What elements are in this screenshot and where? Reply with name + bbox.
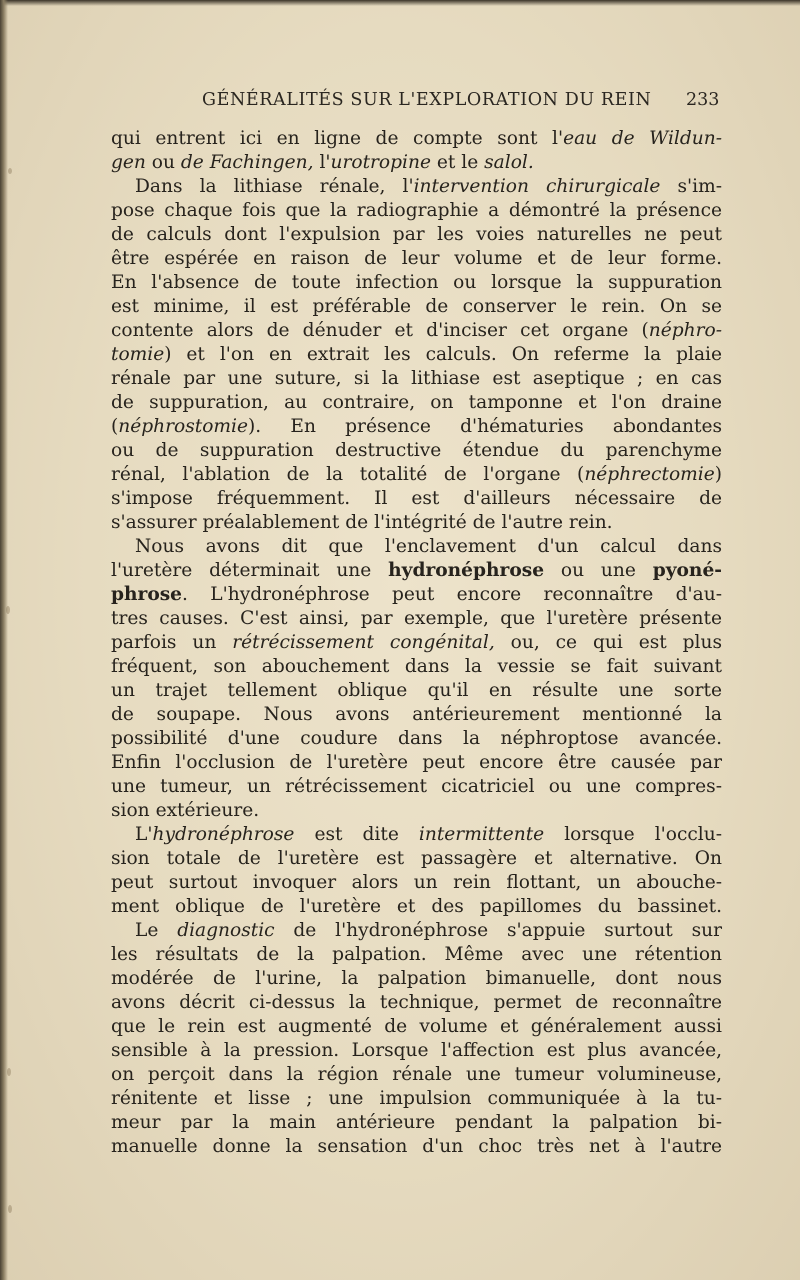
text-line (111, 415, 722, 439)
text-segment: peut surtout invoquer alors un rein flottant, un abouche- (111, 872, 722, 893)
text-segment: s'im- (660, 176, 722, 197)
paper-spot (8, 168, 12, 174)
italic-text: néphro- (648, 320, 722, 341)
text-line (111, 175, 722, 199)
text-segment: rénitente et lisse ; une impulsion communiquée à la tu- (111, 1088, 722, 1109)
text-line (111, 247, 722, 271)
italic-text: salol. (484, 152, 534, 173)
italic-text: eau de Wildun- (563, 128, 722, 149)
text-line (111, 463, 722, 487)
text-segment: les résultats de la palpation. Même avec une rétention (111, 944, 722, 965)
text-line (111, 367, 722, 391)
text-line (111, 775, 722, 799)
text-segment: et le (430, 152, 485, 173)
text-line (111, 895, 722, 919)
text-line (111, 1015, 722, 1039)
text-segment: s'assurer préalablement de l'intégrité de l'autre rein. (111, 512, 613, 533)
text-segment: rénale par une suture, si la lithiase est aseptique ; en cas (111, 368, 722, 389)
text-segment: ) (714, 464, 722, 485)
text-segment: qui entrent ici en ligne de compte sont l' (111, 128, 564, 149)
text-segment: avons décrit ci-dessus la technique, permet de reconnaître (111, 992, 722, 1013)
paper-spot (8, 1205, 12, 1213)
italic-text: intervention chirurgicale (413, 176, 661, 197)
text-line (111, 127, 722, 151)
text-line (111, 271, 722, 295)
text-segment: Dans la lithiase rénale, l' (135, 176, 414, 197)
text-line (111, 703, 722, 727)
text-segment: ou une (544, 560, 653, 581)
italic-text: de Fachingen, (180, 152, 314, 173)
text-line (111, 727, 722, 751)
text-segment: Enfin l'occlusion de l'uretère peut encore être causée par (111, 752, 722, 773)
text-line (111, 391, 722, 415)
text-line (111, 1039, 722, 1063)
italic-text: néphrostomie (118, 416, 248, 437)
text-line (111, 1063, 722, 1087)
bold-text: pyoné- (652, 560, 722, 581)
text-line (111, 943, 722, 967)
text-segment: ment oblique de l'uretère et des papillomes du bassinet. (111, 896, 722, 917)
text-segment: ou de suppuration destructive étendue du parenchyme (111, 440, 722, 461)
text-line (111, 343, 722, 367)
text-segment: tres causes. C'est ainsi, par exemple, que l'uretère présente (111, 608, 722, 629)
text-line (111, 1135, 722, 1159)
text-line (111, 799, 722, 823)
text-line (111, 223, 722, 247)
text-line (111, 607, 722, 631)
text-line (111, 631, 722, 655)
paper-spot (7, 1068, 11, 1076)
text-segment: s'impose fréquemment. Il est d'ailleurs nécessaire de (111, 488, 722, 509)
text-line (111, 439, 722, 463)
text-segment: manuelle donne la sensation d'un choc très net à l'autre (111, 1136, 722, 1157)
italic-text: intermittente (418, 824, 545, 845)
text-line (111, 319, 722, 343)
text-segment: sensible à la pression. Lorsque l'affection est plus avancée, (111, 1040, 722, 1061)
text-segment: on perçoit dans la région rénale une tumeur volumineuse, (111, 1064, 722, 1085)
text-segment: que le rein est augmenté de volume et généralement aussi (111, 1016, 722, 1037)
text-line (111, 583, 722, 607)
text-line (111, 823, 722, 847)
text-line (111, 151, 722, 175)
text-segment: fréquent, son abouchement dans la vessie se fait suivant (111, 656, 722, 677)
text-line (111, 871, 722, 895)
italic-text: néphrectomie (584, 464, 715, 485)
text-line (111, 1087, 722, 1111)
text-line (111, 919, 722, 943)
text-segment: ) et l'on en extrait les calculs. On referme la plaie (164, 344, 722, 365)
page-top-shadow (0, 0, 800, 6)
text-segment: l' (313, 152, 331, 173)
text-segment: un trajet tellement oblique qu'il en résulte une sorte (111, 680, 722, 701)
text-line (111, 511, 722, 535)
text-line (111, 847, 722, 871)
text-line (111, 655, 722, 679)
page-number: 233 (686, 90, 720, 110)
text-segment: l'uretère déterminait une (111, 560, 389, 581)
text-segment: ou, ce qui est plus (494, 632, 722, 653)
italic-text: gen (111, 152, 146, 173)
text-segment: de suppuration, au contraire, on tamponne et l'on draine (111, 392, 722, 413)
text-segment: sion totale de l'uretère est passagère et alternative. On (111, 848, 722, 869)
text-segment: est dite (294, 824, 419, 845)
text-segment: ( (111, 416, 119, 437)
text-segment: de soupape. Nous avons antérieurement mentionné la (111, 704, 722, 725)
text-line (111, 559, 722, 583)
text-segment: une tumeur, un rétrécissement cicatriciel ou une compres- (111, 776, 722, 797)
running-head-title: GÉNÉRALITÉS SUR L'EXPLORATION DU REIN (202, 90, 652, 110)
text-segment: En l'absence de toute infection ou lorsque la suppuration (111, 272, 722, 293)
text-line (111, 487, 722, 511)
text-segment: ou (145, 152, 181, 173)
text-segment: ). En présence d'hématuries abondantes (248, 416, 722, 437)
text-line (111, 991, 722, 1015)
text-segment: sion extérieure. (111, 800, 260, 821)
text-line (111, 967, 722, 991)
bold-text: hydronéphrose (388, 560, 545, 581)
text-segment: L' (135, 824, 153, 845)
running-head (0, 90, 800, 120)
binding-shadow (0, 0, 8, 1280)
text-line (111, 295, 722, 319)
text-segment: rénal, l'ablation de la totalité de l'organe ( (111, 464, 585, 485)
paper-spot (6, 606, 10, 614)
text-segment: est minime, il est préférable de conserver le rein. On se (111, 296, 722, 317)
text-segment: modérée de l'urine, la palpation bimanuelle, dont nous (111, 968, 722, 989)
text-segment: parfois un (111, 632, 233, 653)
text-segment: . L'hydronéphrose peut encore reconnaître d'au- (182, 584, 722, 605)
text-segment: pose chaque fois que la radiographie a démontré la présence (111, 200, 722, 221)
italic-text: tomie (111, 344, 165, 365)
text-segment: de calculs dont l'expulsion par les voies naturelles ne peut (111, 224, 722, 245)
text-segment: Nous avons dit que l'enclavement d'un calcul dans (135, 536, 722, 557)
text-segment: contente alors de dénuder et d'inciser cet organe ( (111, 320, 649, 341)
text-segment: Le (135, 920, 178, 941)
bold-text: phrose (111, 584, 183, 605)
text-segment: de l'hydronéphrose s'appuie surtout sur (274, 920, 722, 941)
italic-text: diagnostic (177, 920, 275, 941)
text-segment: être espérée en raison de leur volume et de leur forme. (111, 248, 722, 269)
text-line (111, 199, 722, 223)
text-segment: meur par la main antérieure pendant la palpation bi- (111, 1112, 722, 1133)
italic-text: hydronéphrose (152, 824, 295, 845)
text-line (111, 679, 722, 703)
body-text (111, 127, 722, 1159)
italic-text: urotropine (330, 152, 431, 173)
italic-text: rétrécissement congénital, (232, 632, 495, 653)
text-segment: lorsque l'occlu- (544, 824, 722, 845)
text-line (111, 1111, 722, 1135)
text-line (111, 751, 722, 775)
text-segment: possibilité d'une coudure dans la néphroptose avancée. (111, 728, 722, 749)
text-line (111, 535, 722, 559)
